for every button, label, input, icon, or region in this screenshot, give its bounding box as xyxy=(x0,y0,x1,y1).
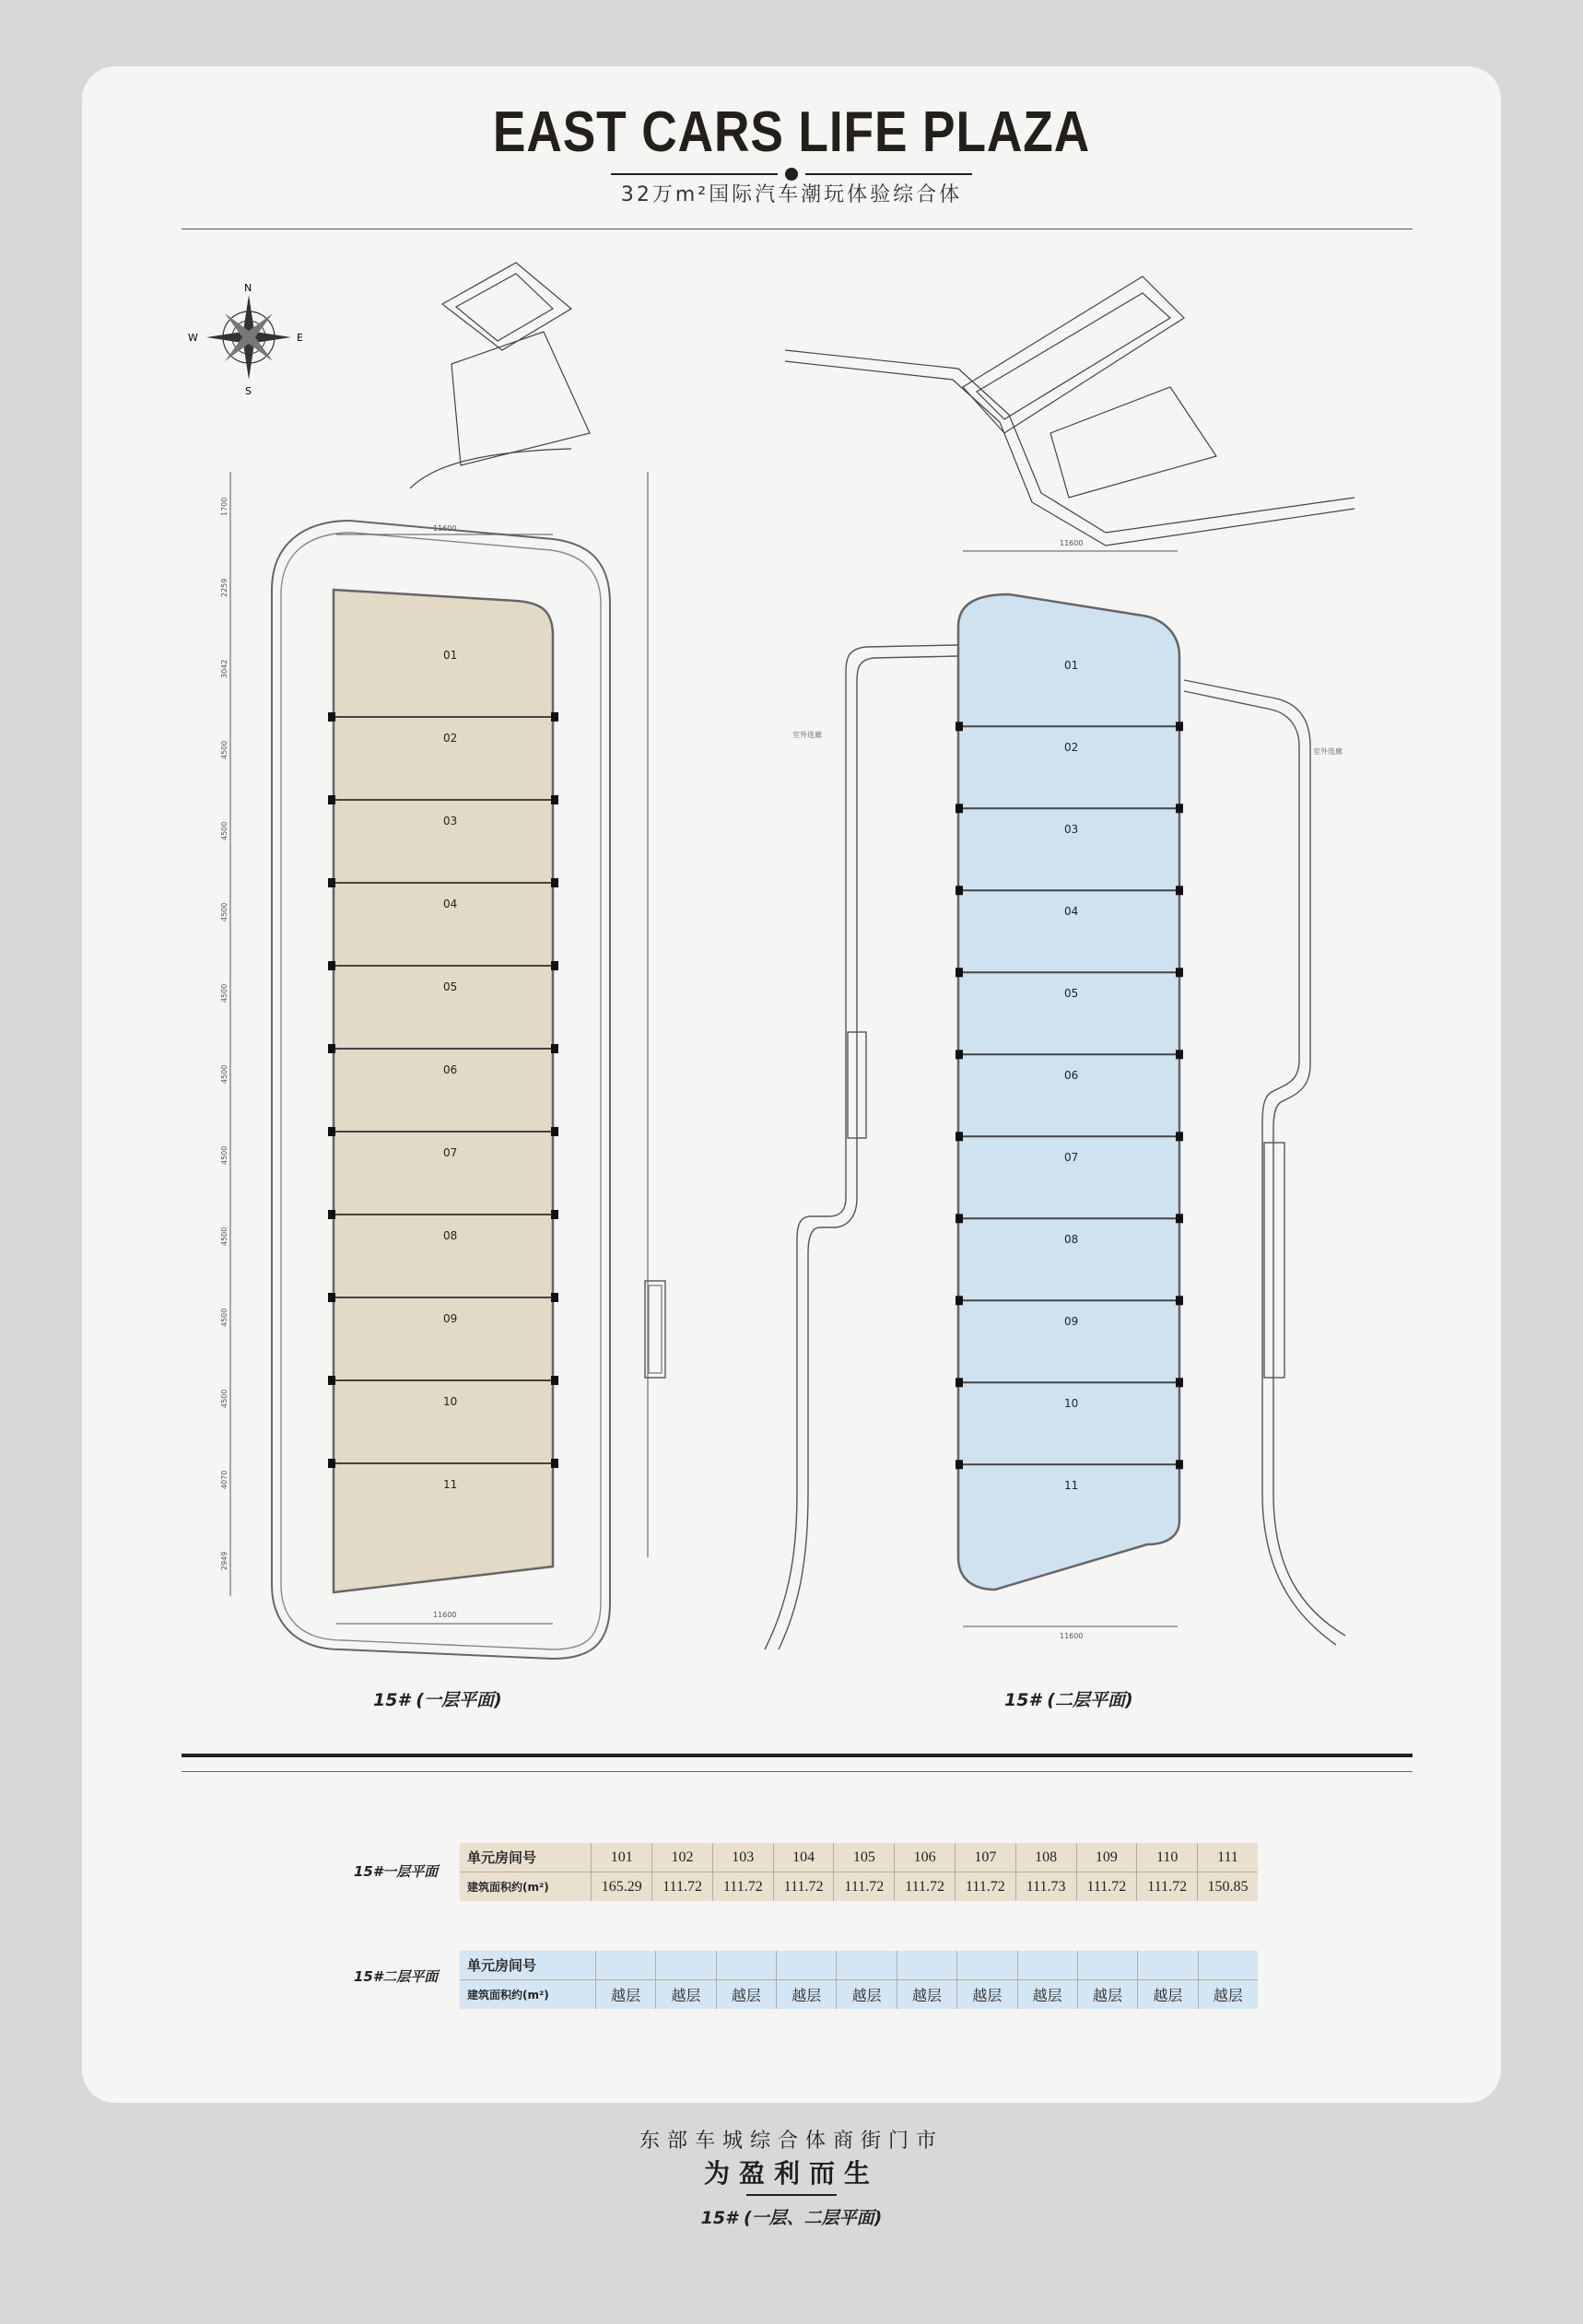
unit-label: 10 xyxy=(443,1395,458,1408)
table-floor1 xyxy=(460,1843,1258,1901)
area-cell: 越层 xyxy=(957,1980,1017,2010)
column-marker xyxy=(551,878,558,887)
plan1-width-dim-bottom: 11600 xyxy=(433,1611,457,1619)
unit-label: 05 xyxy=(1064,987,1079,1000)
column-marker xyxy=(956,1378,963,1387)
dim-label: 2949 xyxy=(220,1551,229,1570)
room-number-cell: 105 xyxy=(834,1843,895,1872)
dim-label: 4500 xyxy=(220,821,229,840)
column-marker xyxy=(551,1459,558,1468)
table-header-areas: 建筑面积约(m²) xyxy=(460,1872,592,1902)
unit-label: 07 xyxy=(1064,1151,1079,1164)
table-floor2 xyxy=(460,1951,1258,2009)
unit-label: 07 xyxy=(443,1146,458,1159)
table-row-areas xyxy=(460,1980,1258,2010)
area-cell: 111.72 xyxy=(773,1872,834,1902)
dim-label: 3042 xyxy=(220,659,229,678)
area-cell: 越层 xyxy=(1138,1980,1198,2010)
dim-label: 1700 xyxy=(220,497,229,516)
column-marker xyxy=(1176,1214,1183,1223)
area-cell: 111.72 xyxy=(1137,1872,1198,1902)
column-marker xyxy=(956,722,963,731)
column-marker xyxy=(1176,1132,1183,1141)
column-marker xyxy=(1176,1460,1183,1469)
area-cell: 111.72 xyxy=(652,1872,713,1902)
column-marker xyxy=(328,1293,335,1302)
column-marker xyxy=(956,1050,963,1059)
room-number-cell: 107 xyxy=(955,1843,1015,1872)
column-marker xyxy=(1176,1296,1183,1305)
table-row-rooms xyxy=(460,1843,1258,1872)
column-marker xyxy=(551,1293,558,1302)
room-number-cell: 101 xyxy=(592,1843,652,1872)
room-number-cell xyxy=(1077,1951,1137,1980)
table-header-rooms: 单元房间号 xyxy=(467,1849,537,1866)
plan2-corridor-right: 室外连廊 xyxy=(1313,747,1343,756)
column-marker xyxy=(956,1132,963,1141)
dim-label: 4070 xyxy=(220,1470,229,1489)
unit-label: 03 xyxy=(1064,823,1079,836)
page-subtitle: 32万m²国际汽车潮玩体验综合体 xyxy=(620,183,963,206)
dim-label: 2259 xyxy=(220,578,229,597)
room-number-cell: 103 xyxy=(712,1843,773,1872)
room-number-cell xyxy=(957,1951,1017,1980)
column-marker xyxy=(328,961,335,970)
dim-label: 4500 xyxy=(220,740,229,759)
room-number-cell xyxy=(656,1951,716,1980)
room-number-cell xyxy=(716,1951,776,1980)
room-number-cell xyxy=(595,1951,655,1980)
compass-n: N xyxy=(244,282,252,294)
column-marker xyxy=(328,1459,335,1468)
column-marker xyxy=(956,886,963,895)
dim-label: 4500 xyxy=(220,983,229,1003)
compass-e: E xyxy=(297,332,303,344)
unit-label: 06 xyxy=(1064,1069,1079,1082)
table-row-areas xyxy=(460,1872,1258,1902)
area-cell: 111.72 xyxy=(1076,1872,1137,1902)
column-marker xyxy=(328,1376,335,1385)
unit-label: 08 xyxy=(443,1229,458,1242)
plan1-connector xyxy=(410,263,590,488)
dim-label: 4500 xyxy=(220,1308,229,1327)
room-number-cell: 106 xyxy=(895,1843,956,1872)
plan2-label: 15# (二层平面) xyxy=(1004,1690,1133,1710)
footer-line2: 为盈利而生 xyxy=(703,2158,879,2189)
dim-label: 4500 xyxy=(220,902,229,921)
table1-label: 15#一层平面 xyxy=(354,1863,439,1880)
area-cell: 越层 xyxy=(656,1980,716,2010)
plan2-width-dim-top: 11600 xyxy=(1060,539,1084,547)
column-marker xyxy=(956,1214,963,1223)
column-marker xyxy=(956,1460,963,1469)
unit-label: 03 xyxy=(443,815,458,827)
room-number-cell: 102 xyxy=(652,1843,713,1872)
plan2-width-dim: 11600 xyxy=(1060,1632,1084,1640)
dim-label: 4500 xyxy=(220,1145,229,1165)
unit-label: 11 xyxy=(1064,1479,1079,1492)
column-marker xyxy=(1176,722,1183,731)
area-cell: 越层 xyxy=(716,1980,776,2010)
area-cell: 150.85 xyxy=(1198,1872,1258,1902)
dim-label: 4500 xyxy=(220,1389,229,1408)
column-marker xyxy=(1176,804,1183,813)
column-marker xyxy=(328,1210,335,1219)
plan2-corridor-left: 室外连廊 xyxy=(792,731,822,739)
column-marker xyxy=(1176,886,1183,895)
room-number-cell xyxy=(1198,1951,1258,1980)
unit-label: 04 xyxy=(1064,905,1079,918)
unit-label: 09 xyxy=(443,1312,458,1325)
unit-label: 01 xyxy=(443,649,458,662)
room-number-cell xyxy=(1017,1951,1077,1980)
unit-label: 11 xyxy=(443,1478,458,1491)
column-marker xyxy=(1176,968,1183,977)
area-cell: 111.73 xyxy=(1015,1872,1076,1902)
column-marker xyxy=(551,1044,558,1053)
unit-label: 06 xyxy=(443,1063,458,1076)
table-header-areas: 建筑面积约(m²) xyxy=(460,1980,595,2010)
area-cell: 越层 xyxy=(1017,1980,1077,2010)
column-marker xyxy=(328,712,335,722)
unit-label: 10 xyxy=(1064,1397,1079,1410)
area-cell: 越层 xyxy=(837,1980,897,2010)
area-cell: 越层 xyxy=(897,1980,956,2010)
column-marker xyxy=(956,1296,963,1305)
plan1-width-dim-top: 11600 xyxy=(433,524,457,533)
room-number-cell xyxy=(837,1951,897,1980)
section-divider-thick xyxy=(182,1754,1413,1757)
room-number-cell: 110 xyxy=(1137,1843,1198,1872)
column-marker xyxy=(328,795,335,804)
column-marker xyxy=(551,1376,558,1385)
column-marker xyxy=(1176,1050,1183,1059)
column-marker xyxy=(1176,1378,1183,1387)
dim-label: 4500 xyxy=(220,1064,229,1084)
column-marker xyxy=(328,878,335,887)
column-marker xyxy=(956,804,963,813)
area-cell: 111.72 xyxy=(955,1872,1015,1902)
compass-s: S xyxy=(245,385,252,397)
column-marker xyxy=(551,795,558,804)
table2-label: 15#二层平面 xyxy=(354,1968,439,1985)
unit-label: 04 xyxy=(443,898,458,910)
unit-label: 01 xyxy=(1064,659,1079,672)
plan1-dim-labels xyxy=(220,498,229,1570)
area-cell: 越层 xyxy=(1077,1980,1137,2010)
area-cell: 165.29 xyxy=(592,1872,652,1902)
column-marker xyxy=(328,1044,335,1053)
table-header-rooms: 单元房间号 xyxy=(467,1957,537,1974)
room-number-cell: 109 xyxy=(1076,1843,1137,1872)
compass-rose-icon xyxy=(188,282,303,397)
room-number-cell: 111 xyxy=(1198,1843,1258,1872)
page-title: EAST CARS LIFE PLAZA xyxy=(492,100,1091,164)
column-marker xyxy=(551,1210,558,1219)
footer-line1: 东部车城综合体商街门市 xyxy=(639,2130,944,2153)
area-cell: 111.72 xyxy=(712,1872,773,1902)
area-cell: 越层 xyxy=(777,1980,837,2010)
room-number-cell xyxy=(897,1951,956,1980)
column-marker xyxy=(956,968,963,977)
area-cell: 越层 xyxy=(1198,1980,1258,2010)
dim-label: 4500 xyxy=(220,1227,229,1246)
room-number-cell xyxy=(1138,1951,1198,1980)
unit-label: 09 xyxy=(1064,1315,1079,1328)
unit-label: 02 xyxy=(443,732,458,745)
unit-label: 05 xyxy=(443,980,458,993)
column-marker xyxy=(551,961,558,970)
room-number-cell: 104 xyxy=(773,1843,834,1872)
section-divider-thin xyxy=(182,1771,1413,1772)
table-row-rooms xyxy=(460,1951,1258,1980)
area-cell: 111.72 xyxy=(834,1872,895,1902)
area-cell: 越层 xyxy=(595,1980,655,2010)
plan1-label: 15# (一层平面) xyxy=(373,1690,502,1710)
unit-label: 08 xyxy=(1064,1233,1079,1246)
footer-line3: 15# (一层、二层平面) xyxy=(700,2208,883,2228)
compass-w: W xyxy=(188,332,198,344)
column-marker xyxy=(551,712,558,722)
room-number-cell: 108 xyxy=(1015,1843,1076,1872)
column-marker xyxy=(551,1127,558,1136)
column-marker xyxy=(328,1127,335,1136)
area-cell: 111.72 xyxy=(895,1872,956,1902)
plan2-connector xyxy=(785,276,1354,546)
room-number-cell xyxy=(777,1951,837,1980)
footer-rule xyxy=(746,2194,837,2196)
unit-label: 02 xyxy=(1064,741,1079,754)
